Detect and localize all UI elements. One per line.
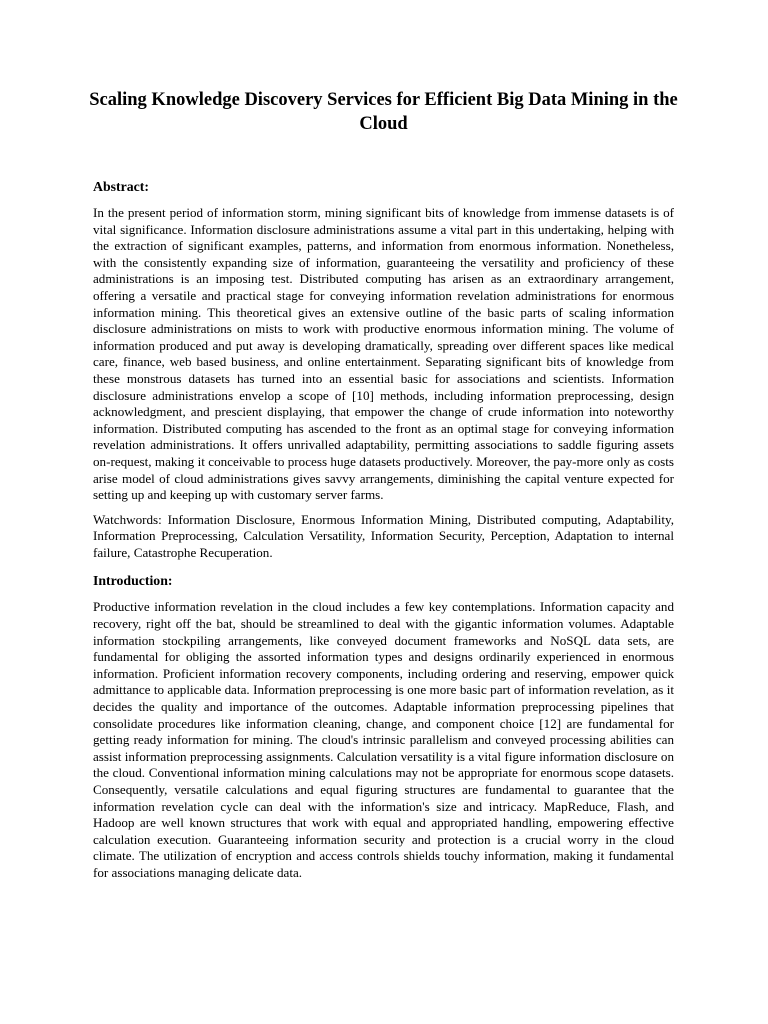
keywords-paragraph: Watchwords: Information Disclosure, Enormous Information Mining, Distributed computing, Adaptability, Information Preprocessing, Calculation Versatility, Information Security, Perception, Adaptation to internal failure, Catastrophe Recuperation. [93,511,674,560]
introduction-paragraph: Productive information revelation in the cloud includes a few key contemplations. Information capacity and recovery, right off the bat, should be streamlined to deal with the gigantic information volumes. Adaptable information stockpiling arrangements, like conveyed document frameworks and NoSQL data sets, are fundamental for obliging the assorted information types and designs ordinarily experienced in enormous information. Proficient information recovery components, including ordering and reserving, empower quick admittance to applicable data. Information preprocessing is one more basic part of information revelation, as it decides the quality and importance of the outcomes. Adaptable information preprocessing pipelines that consolidate procedures like information cleaning, change, and component choice [12] are fundamental for getting ready information for mining. The cloud's intrinsic parallelism and conveyed processing abilities can assist information preprocessing assignments. Calculation versatility is a vital figure information disclosure on the cloud. Conventional information mining calculations may not be appropriate for enormous scope datasets. Consequently, versatile calculations and equal figuring structures are fundamental to guarantee that the information revelation cycle can deal with the information's size and intricacy. MapReduce, Flash, and Hadoop are well known structures that work with equal and appropriated handling, empowering effective calculation execution. Guaranteeing information security and protection is a crucial worry in the cloud climate. The utilization of encryption and access controls shields touchy information, making it fundamental for associations managing delicate data. [93,599,674,880]
abstract-heading: Abstract: [93,179,149,194]
paper-page [89,88,678,890]
abstract-paragraph: In the present period of information storm, mining significant bits of knowledge from immense datasets is of vital significance. Information disclosure administrations assume a vital part in this undertaking, helping with the extraction of significant examples, patterns, and information from enormous information. Nonetheless, with the consistently expanding size of information, guaranteeing the versatility and proficiency of these administrations is an imposing test. Distributed computing has arisen as an extraordinary arrangement, offering a versatile and practical stage for conveying information revelation administrations for enormous information mining. This theoretical gives an extensive outline of the basic parts of scaling information disclosure administrations on mists to work with productive enormous information mining. The volume of information produced and put away is developing dramatically, spreading over different spaces like medical care, finance, web based business, and online entertainment. Separating significant bits of knowledge from these monstrous datasets has turned into an essential basic for associations and scientists. Information disclosure administrations envelop a scope of [10] methods, including information preprocessing, design acknowledgment, and prescient displaying, that empower the change of crude information into noteworthy information. Distributed computing has ascended to the front as an optimal stage for conveying information revelation administrations. It offers unrivalled adaptability, permitting associations to saddle figuring assets on-request, making it conceivable to process huge datasets productively. Moreover, the pay-more only as costs arise model of cloud administrations gives savvy arrangements, diminishing the capital venture expected for setting up and keeping up with customary server farms. [93,205,674,503]
paper-title: Scaling Knowledge Discovery Services for Efficient Big Data Mining in the Cloud [89,90,678,134]
introduction-heading: Introduction: [93,573,173,589]
